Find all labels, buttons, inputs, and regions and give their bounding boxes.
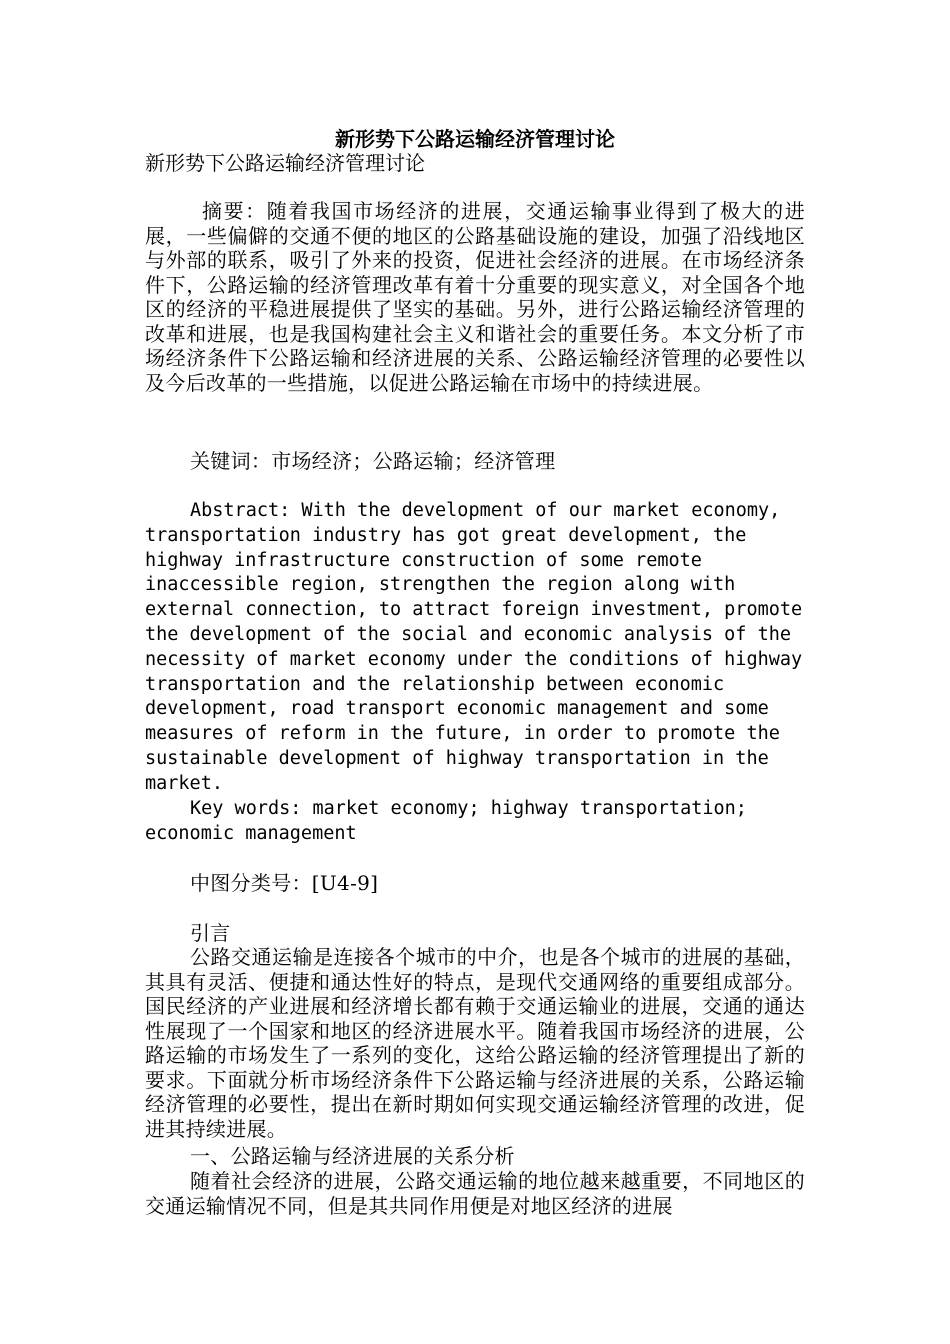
section1-body: 随着社会经济的进展，公路交通运输的地位越来越重要，不同地区的交通运输情况不同，但是其共同作用便是对地区经济的进展 [145,1169,805,1218]
document-subtitle: 新形势下公路运输经济管理讨论 [145,151,425,175]
classification-number: 中图分类号：[U4-9] [190,871,379,895]
abstract-en: Abstract: With the development of our market economy, transportation industry has got great development, the highway infrastructure construction of some remote inaccessible region, strengthen the region along with external connection, to attract foreign investment, promote the development of the social and economic analysis of the necessity of market economy under the conditions of highway transportation and the relationship between economic development, road transport economic management and some measures of reform in the future, in order to promote the sustainable development of highway transportation in the market. [145,500,803,794]
document-title: 新形势下公路运输经济管理讨论 [335,127,615,151]
intro-heading: 引言 [190,921,231,945]
section1-heading: 一、公路运输与经济进展的关系分析 [190,1144,515,1168]
intro-body: 公路交通运输是连接各个城市的中介，也是各个城市的进展的基础，其具有灵活、便捷和通达性好的特点，是现代交通网络的重要组成部分。国民经济的产业进展和经济增长都有赖于交通运输业的进展，交通的通达性展现了一个国家和地区的经济进展水平。随着我国市场经济的进展，公路运输的市场发生了一系列的变化，这给公路运输的经济管理提出了新的要求。下面就分析市场经济条件下公路运输与经济进展的关系，公路运输经济管理的必要性，提出在新时期如何实现交通运输经济管理的改进，促进其持续进展。 [145,945,805,1141]
keywords-en: Key words: market economy; highway transportation; economic management [145,798,747,844]
abstract-cn: 摘要：随着我国市场经济的进展，交通运输事业得到了极大的进展，一些偏僻的交通不便的地区的公路基础设施的建设，加强了沿线地区与外部的联系，吸引了外来的投资，促进社会经济的进展。在市场经济条件下，公路运输的经济管理改革有着十分重要的现实意义，对全国各个地区的经济的平稳进展提供了坚实的基础。另外，进行公路运输经济管理的改革和进展，也是我国构建社会主义和谐社会的重要任务。本文分析了市场经济条件下公路运输和经济进展的关系、公路运输经济管理的必要性以及今后改革的一些措施，以促进公路运输在市场中的持续进展。 [145,199,805,395]
keywords-cn: 关键词：市场经济；公路运输；经济管理 [190,449,556,473]
